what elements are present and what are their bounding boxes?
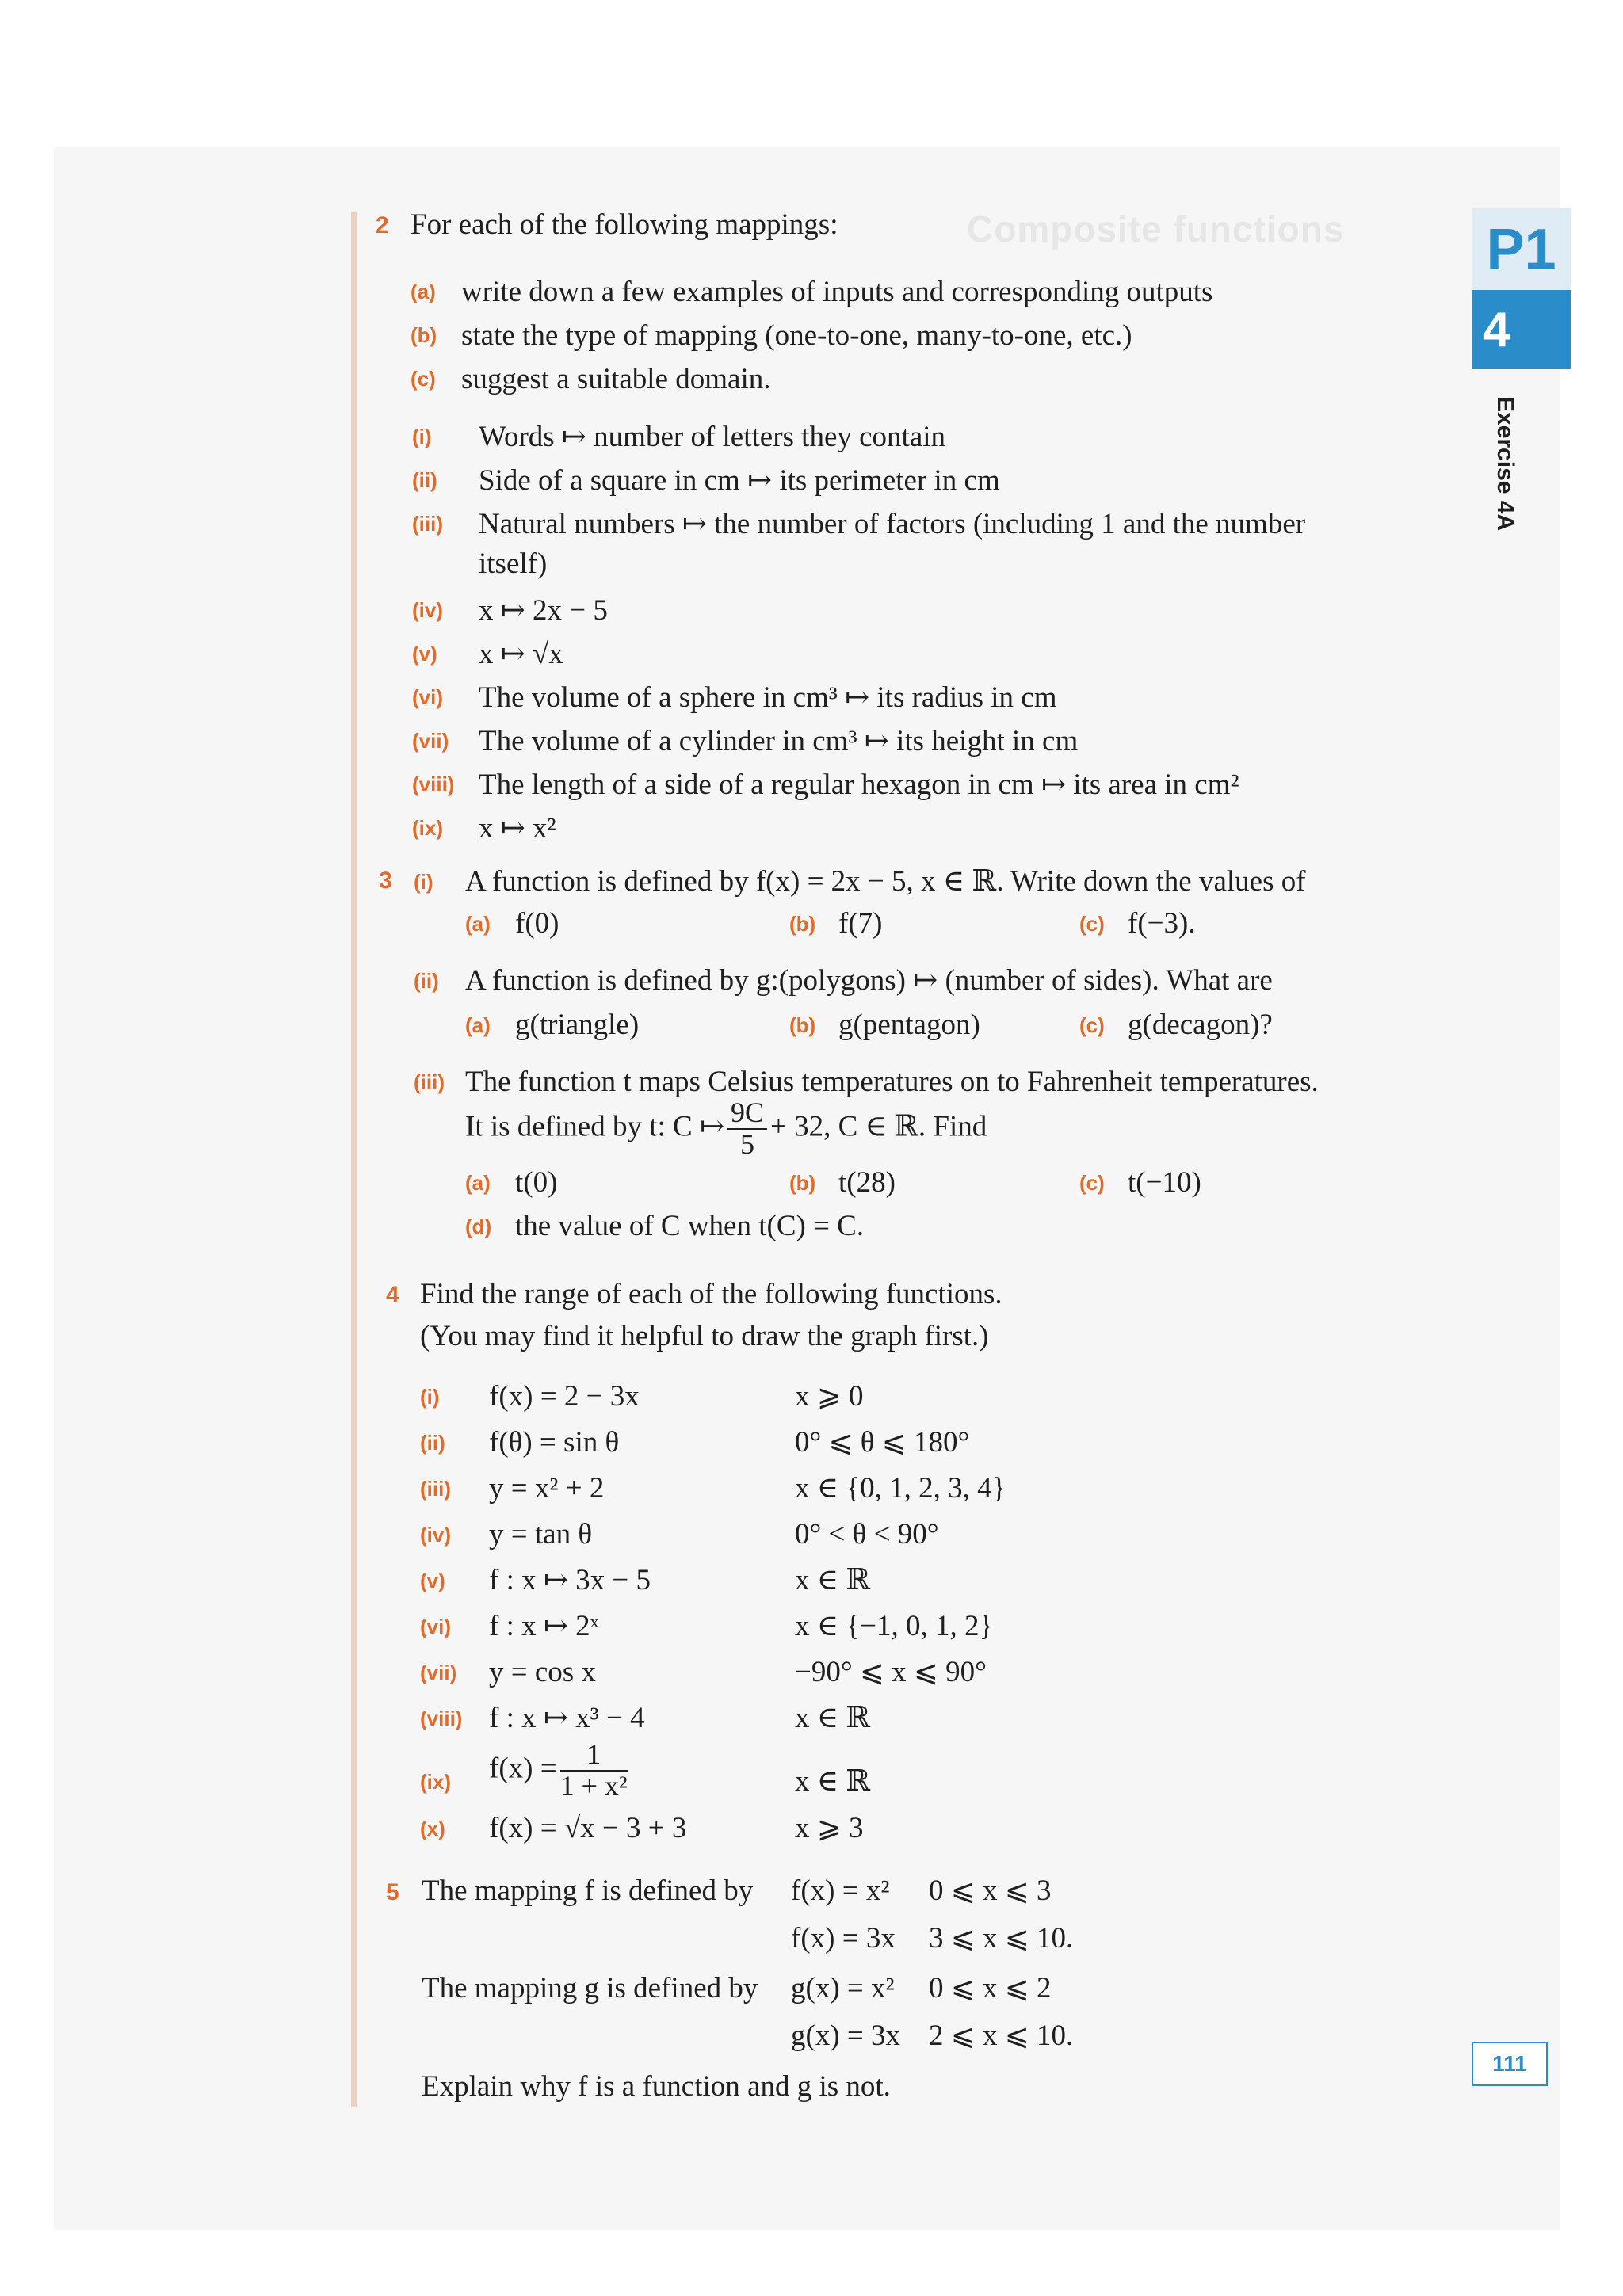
subpart-label: (b): [789, 912, 816, 936]
function-expr: f(θ) = sin θ: [489, 1426, 620, 1459]
question-number: 4: [386, 1282, 399, 1308]
item-label: (ii): [420, 1431, 445, 1455]
item-label: (vi): [420, 1615, 451, 1638]
subpart-label: (b): [789, 1171, 816, 1195]
background-heading: Composite functions: [967, 208, 1345, 250]
item-text: x ↦ x²: [479, 812, 556, 845]
item-label: (x): [420, 1817, 445, 1840]
subpart-text: t(−10): [1128, 1166, 1201, 1199]
chapter-label: 4: [1483, 302, 1510, 357]
function-domain: x ∈ {0, 1, 2, 3, 4}: [795, 1472, 1006, 1505]
fraction-numerator: 1: [560, 1740, 628, 1772]
question-number: 3: [379, 868, 392, 894]
item-text: The volume of a cylinder in cm³ ↦ its height in cm: [479, 725, 1079, 757]
item-label: (v): [420, 1569, 445, 1592]
item-text: The volume of a sphere in cm³ ↦ its radius in cm: [479, 681, 1057, 714]
fraction-denominator: 1 + x²: [559, 1769, 628, 1802]
subpart-text: g(pentagon): [838, 1009, 980, 1041]
function-expr: y = tan θ: [489, 1518, 593, 1550]
definition-line: [465, 1098, 987, 1160]
margin-rule: [351, 212, 357, 2107]
part-label: P1: [1486, 217, 1556, 281]
page-number: 111: [1492, 2051, 1527, 2076]
item-label: (ix): [412, 816, 443, 840]
mapping-expr: f(x) = x²: [791, 1875, 890, 1907]
definition-suffix: + 32, C ∈ ℝ. Find: [769, 1110, 987, 1143]
item-label: (ii): [412, 468, 437, 492]
subpart-label: (c): [1079, 1171, 1105, 1195]
function-expr: y = x² + 2: [489, 1472, 605, 1505]
function-domain: x ⩾ 3: [795, 1812, 864, 1844]
mapping-condition: 0 ⩽ x ⩽ 2: [929, 1972, 1052, 2004]
part-text: A function is defined by f(x) = 2x − 5, x ∈ ℝ. Write down the values of: [465, 865, 1306, 898]
task-text: suggest a suitable domain.: [461, 363, 771, 395]
function-domain: 0° ⩽ θ ⩽ 180°: [795, 1426, 970, 1459]
subpart-text: f(0): [515, 907, 559, 940]
task-text: state the type of mapping (one-to-one, many-to-one, etc.): [461, 319, 1132, 352]
item-text: The length of a side of a regular hexagon in cm ↦ its area in cm²: [479, 769, 1239, 801]
mapping-intro: The mapping f is defined by: [422, 1875, 754, 1907]
item-label: (vii): [412, 729, 449, 753]
task-label: (c): [411, 367, 436, 391]
function-expr: y = cos x: [489, 1656, 596, 1688]
subpart-text: t(0): [515, 1166, 558, 1199]
part-text: A function is defined by g:(polygons) ↦ (number of sides). What are: [465, 964, 1273, 997]
mapping-expr: g(x) = 3x: [791, 2019, 901, 2052]
part-text: The function t maps Celsius temperatures on to Fahrenheit temperatures.: [465, 1066, 1319, 1098]
item-label: (v): [412, 642, 437, 666]
subpart-label: (c): [1079, 912, 1105, 936]
item-text: Side of a square in cm ↦ its perimeter in cm: [479, 464, 1000, 497]
task-label: (b): [411, 323, 437, 347]
item-label: (vii): [420, 1661, 457, 1684]
function-domain: 0° < θ < 90°: [795, 1518, 939, 1550]
question-number: 5: [386, 1879, 399, 1905]
item-label: (viii): [412, 772, 455, 796]
part-label: (i): [414, 870, 433, 894]
item-label: (ix): [420, 1770, 451, 1794]
mapping-expr: f(x) = 3x: [791, 1922, 896, 1955]
mapping-condition: 3 ⩽ x ⩽ 10.: [929, 1922, 1074, 1955]
item-text: x ↦ 2x − 5: [479, 594, 608, 627]
fraction: [560, 1740, 628, 1802]
function-expr: f : x ↦ 3x − 5: [489, 1564, 651, 1596]
part-label: (iii): [414, 1070, 445, 1094]
subpart-text: g(decagon)?: [1128, 1009, 1273, 1041]
function-domain: x ∈ ℝ: [795, 1702, 871, 1734]
question-stem-note: (You may find it helpful to draw the graph first.): [420, 1320, 989, 1352]
question-stem: Find the range of each of the following functions.: [420, 1278, 1002, 1310]
mapping-condition: 0 ⩽ x ⩽ 3: [929, 1875, 1052, 1907]
item-text: x ↦ √x: [479, 638, 563, 670]
item-label: (viii): [420, 1707, 463, 1730]
mapping-intro: The mapping g is defined by: [422, 1972, 758, 2004]
function-domain: x ∈ ℝ: [795, 1564, 871, 1596]
definition-prefix: It is defined by t: C ↦: [465, 1110, 724, 1143]
mapping-expr: g(x) = x²: [791, 1972, 895, 2004]
item-text: Words ↦ number of letters they contain: [479, 421, 946, 453]
item-text: Natural numbers ↦ the number of factors (including 1 and the number: [479, 508, 1306, 540]
subpart-label: (b): [789, 1013, 816, 1037]
subpart-label: (d): [465, 1215, 492, 1238]
mapping-condition: 2 ⩽ x ⩽ 10.: [929, 2019, 1074, 2052]
item-label: (iii): [420, 1477, 451, 1501]
subpart-text: g(triangle): [515, 1009, 640, 1041]
fraction: [727, 1098, 767, 1160]
function-expr: f : x ↦ 2ˣ: [489, 1610, 599, 1642]
fraction-numerator: 9C: [727, 1098, 767, 1130]
part-label: (ii): [414, 969, 439, 993]
chapter-tab: [1472, 290, 1571, 369]
item-label: (iv): [420, 1523, 451, 1547]
function-domain: x ∈ ℝ: [795, 1765, 871, 1798]
function-expr: f : x ↦ x³ − 4: [489, 1702, 645, 1734]
question-stem: For each of the following mappings:: [411, 208, 838, 241]
subpart-label: (a): [465, 912, 491, 936]
part-tab: [1472, 208, 1571, 290]
item-label: (i): [412, 425, 432, 448]
item-text-continued: itself): [479, 547, 548, 580]
page-number-box: [1472, 2042, 1548, 2086]
item-label: (iii): [412, 512, 443, 536]
item-label: (i): [420, 1385, 440, 1409]
function-domain: x ∈ {−1, 0, 1, 2}: [795, 1610, 994, 1642]
closing-question: Explain why f is a function and g is not.: [422, 2070, 891, 2103]
function-prefix: f(x) =: [489, 1752, 557, 1785]
subpart-label: (a): [465, 1171, 491, 1195]
section-label: Exercise 4A: [1492, 396, 1518, 532]
function-expr: f(x) = √x − 3 + 3: [489, 1812, 687, 1844]
function-expr: [489, 1740, 631, 1802]
subpart-text: f(−3).: [1128, 907, 1196, 940]
item-label: (vi): [412, 685, 443, 709]
function-domain: x ⩾ 0: [795, 1380, 864, 1413]
function-expr: f(x) = 2 − 3x: [489, 1380, 640, 1413]
task-label: (a): [411, 280, 436, 303]
function-domain: −90° ⩽ x ⩽ 90°: [795, 1656, 987, 1688]
subpart-text: the value of C when t(C) = C.: [515, 1210, 865, 1242]
item-label: (iv): [412, 598, 443, 622]
question-number: 2: [376, 212, 389, 238]
subpart-text: f(7): [838, 907, 883, 940]
subpart-text: t(28): [838, 1166, 896, 1199]
task-text: write down a few examples of inputs and corresponding outputs: [461, 276, 1213, 308]
fraction-denominator: 5: [739, 1127, 754, 1160]
subpart-label: (c): [1079, 1013, 1105, 1037]
subpart-label: (a): [465, 1013, 491, 1037]
